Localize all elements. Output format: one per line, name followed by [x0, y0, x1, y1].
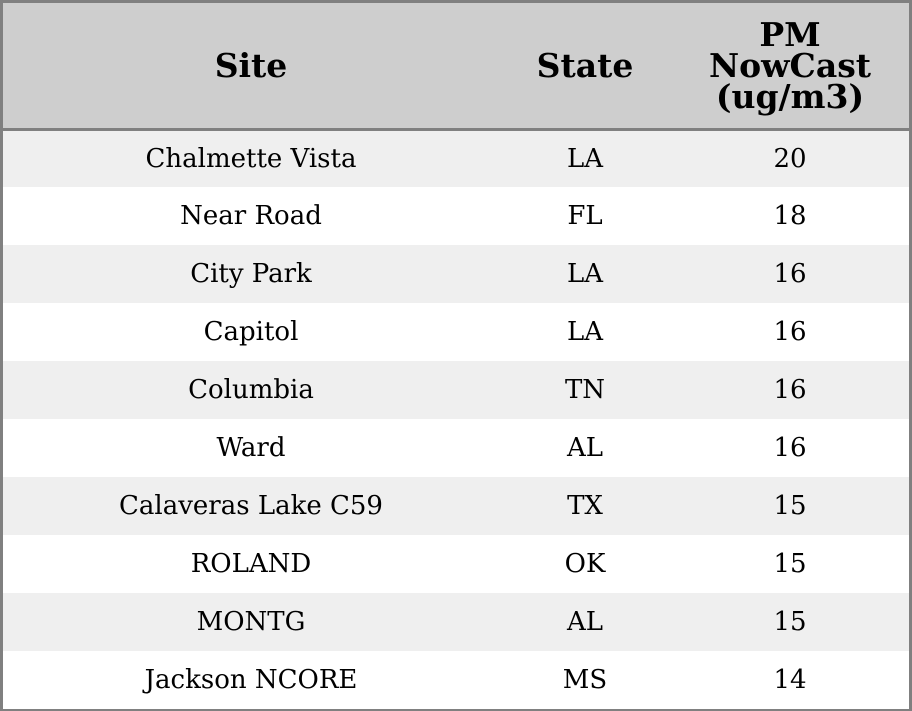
cell-pm-nowcast: 16 — [773, 433, 807, 463]
table-header — [3, 3, 909, 129]
cell-state: LA — [566, 317, 604, 347]
cell-site: Capitol — [203, 317, 299, 347]
cell-site: MONTG — [196, 607, 306, 637]
table-row — [3, 361, 909, 419]
cell-pm-nowcast: 14 — [773, 665, 807, 695]
cell-site: Calaveras Lake C59 — [119, 491, 383, 521]
cell-pm-nowcast: 16 — [773, 317, 807, 347]
cell-pm-nowcast: 20 — [773, 143, 807, 174]
cell-pm-nowcast: 15 — [773, 607, 807, 637]
cell-state: AL — [566, 607, 604, 637]
cell-site: Chalmette Vista — [145, 143, 357, 174]
cell-site: Columbia — [188, 375, 314, 405]
table-body — [3, 129, 909, 709]
table-row — [3, 419, 909, 477]
cell-pm-nowcast: 18 — [773, 201, 807, 231]
cell-state: AL — [566, 433, 604, 463]
cell-site: Jackson NCORE — [144, 665, 358, 695]
table-row — [3, 593, 909, 651]
cell-state: FL — [567, 201, 603, 231]
table-row — [3, 245, 909, 303]
table-row — [3, 477, 909, 535]
cell-site: Ward — [216, 433, 286, 463]
column-header-site: Site — [3, 3, 499, 129]
header-row — [3, 3, 909, 129]
cell-state: TX — [567, 491, 603, 521]
cell-state: LA — [566, 143, 604, 174]
data-table — [3, 3, 909, 709]
table-row — [3, 129, 909, 187]
column-header-state: State — [499, 3, 671, 129]
table-row — [3, 187, 909, 245]
cell-pm-nowcast: 16 — [773, 259, 807, 289]
cell-pm-nowcast: 15 — [773, 491, 807, 521]
column-header-pm-nowcast: PM NowCast (ug/m3) — [671, 3, 909, 129]
cell-state: LA — [566, 259, 604, 289]
cell-state: TN — [564, 375, 606, 405]
cell-state: MS — [562, 665, 608, 695]
cell-pm-nowcast: 15 — [773, 549, 807, 579]
table-row — [3, 535, 909, 593]
cell-pm-nowcast: 16 — [773, 375, 807, 405]
cell-state: OK — [564, 549, 606, 579]
cell-site: Near Road — [180, 201, 322, 231]
cell-site: City Park — [190, 259, 312, 289]
table-row — [3, 651, 909, 709]
cell-site: ROLAND — [190, 549, 312, 579]
table-row — [3, 303, 909, 361]
